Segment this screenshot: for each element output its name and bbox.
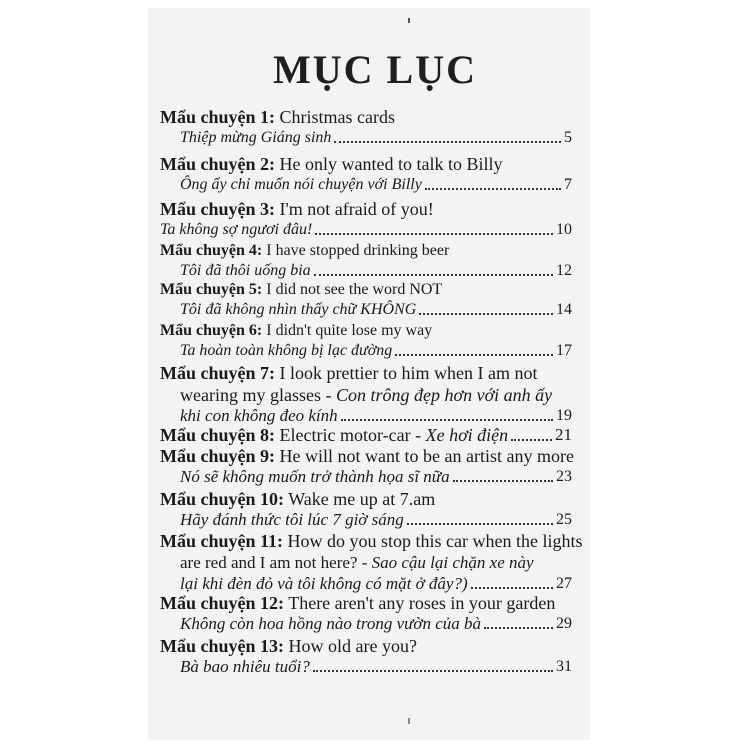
toc-entry-1 [160, 106, 572, 148]
leader-dots [313, 669, 553, 672]
leader-dots [315, 232, 553, 235]
toc-entry-8 [160, 424, 572, 446]
leader-dots [334, 140, 561, 143]
leader-dots [484, 626, 553, 629]
leader-dots [425, 187, 561, 190]
toc-entry-10 [160, 488, 572, 530]
toc-entry-6 [160, 321, 572, 361]
entry-title: Christmas cards [279, 107, 395, 127]
entry-label: Mẩu chuyện 10: [160, 489, 285, 509]
entry-title: I have stopped drinking beer [266, 242, 450, 259]
toc-entry-9 [160, 445, 572, 487]
entry-label: Mẩu chuyện 11: [160, 531, 284, 551]
entry-title: I did not see the word NOT [266, 281, 443, 298]
entry-subtitle: Sao cậu lại chặn xe này [371, 553, 534, 572]
entry-subtitle: Xe hơi điện [425, 425, 509, 445]
entry-page: 17 [556, 342, 572, 359]
toc-entry-11 [160, 530, 583, 594]
page-title: MỤC LỤC [273, 47, 477, 92]
leader-dots [453, 479, 553, 482]
entry-page: 14 [556, 301, 572, 318]
entry-subtitle: Nó sẽ không muốn trở thành họa sĩ nữa [180, 467, 450, 486]
entry-page: 25 [556, 511, 572, 528]
entry-title: How do you stop this car when the lights [287, 531, 583, 551]
entry-subtitle: Ta không sợ ngươi đâu! [160, 221, 313, 238]
entry-label: Mẩu chuyện 4: [160, 242, 263, 259]
toc-entry-13 [160, 635, 572, 677]
page-mark [408, 718, 410, 724]
entry-page: 21 [555, 425, 572, 444]
entry-subtitle: Thiệp mừng Giáng sinh [180, 129, 332, 146]
entry-label: Mẩu chuyện 1: [160, 107, 276, 127]
toc-entry-3 [160, 198, 572, 240]
page-mark [408, 18, 410, 23]
entry-title: I look prettier to him when I am not [279, 363, 538, 383]
toc-entry-2 [160, 153, 572, 195]
entry-title: He only wanted to talk to Billy [279, 154, 503, 174]
entry-subtitle-cont: lại khi đèn đỏ và tôi không có mặt ở đây?) [180, 574, 468, 593]
leader-dots [395, 353, 553, 356]
entry-label: Mẩu chuyện 8: [160, 425, 276, 445]
entry-subtitle-cont: khi con không đeo kính [180, 406, 338, 425]
toc-entry-4 [160, 241, 572, 281]
entry-page: 27 [556, 575, 572, 592]
entry-subtitle: Không còn hoa hồng nào trong vườn của bà [180, 614, 482, 633]
entry-subtitle: Hãy đánh thức tôi lúc 7 giờ sáng [180, 510, 404, 529]
entry-page: 10 [556, 221, 572, 238]
entry-page: 23 [556, 468, 572, 485]
leader-dots [314, 273, 553, 276]
entry-subtitle: Con trông đẹp hơn với anh ấy [335, 385, 553, 405]
entry-subtitle: Tôi đã thôi uống bia [180, 262, 311, 279]
entry-label: Mẩu chuyện 6: [160, 322, 263, 339]
entry-page: 29 [556, 615, 572, 632]
entry-label: Mẩu chuyện 2: [160, 154, 276, 174]
entry-title: There aren't any roses in your garden [288, 593, 556, 613]
leader-dots [511, 438, 552, 441]
entry-title-cont: are red and I am not here? - [180, 553, 368, 572]
entry-label: Mẩu chuyện 13: [160, 636, 285, 656]
entry-title: Electric motor-car - [279, 425, 422, 445]
entry-page: 31 [556, 658, 572, 675]
toc-entry-12 [160, 592, 572, 634]
leader-dots [419, 312, 553, 315]
entry-subtitle: Tôi đã không nhìn thấy chữ KHÔNG [180, 301, 417, 318]
entry-subtitle: Bà bao nhiêu tuổi? [180, 657, 310, 676]
entry-title-cont: wearing my glasses - [180, 385, 332, 405]
entry-page: 5 [564, 129, 572, 146]
leader-dots [341, 418, 553, 421]
entry-title: I didn't quite lose my way [266, 322, 433, 339]
entry-page: 7 [564, 176, 572, 193]
leader-dots [407, 522, 553, 525]
entry-page: 19 [556, 407, 572, 424]
leader-dots [471, 586, 553, 589]
entry-label: Mẩu chuyện 3: [160, 199, 276, 219]
entry-page: 12 [556, 262, 572, 279]
entry-label: Mẩu chuyện 5: [160, 281, 263, 298]
entry-label: Mẩu chuyện 9: [160, 446, 276, 466]
entry-label: Mẩu chuyện 12: [160, 593, 285, 613]
entry-title: He will not want to be an artist any more [279, 446, 574, 466]
toc-entry-5 [160, 280, 572, 320]
entry-title: Wake me up at 7.am [288, 489, 436, 509]
entry-label: Mẩu chuyện 7: [160, 363, 276, 383]
toc-entry-7 [160, 362, 572, 426]
entry-title: How old are you? [288, 636, 417, 656]
entry-subtitle: Ta hoàn toàn không bị lạc đường [180, 342, 393, 359]
entry-subtitle: Ông ấy chỉ muốn nói chuyện với Billy [180, 176, 422, 193]
entry-title: I'm not afraid of you! [279, 199, 434, 219]
